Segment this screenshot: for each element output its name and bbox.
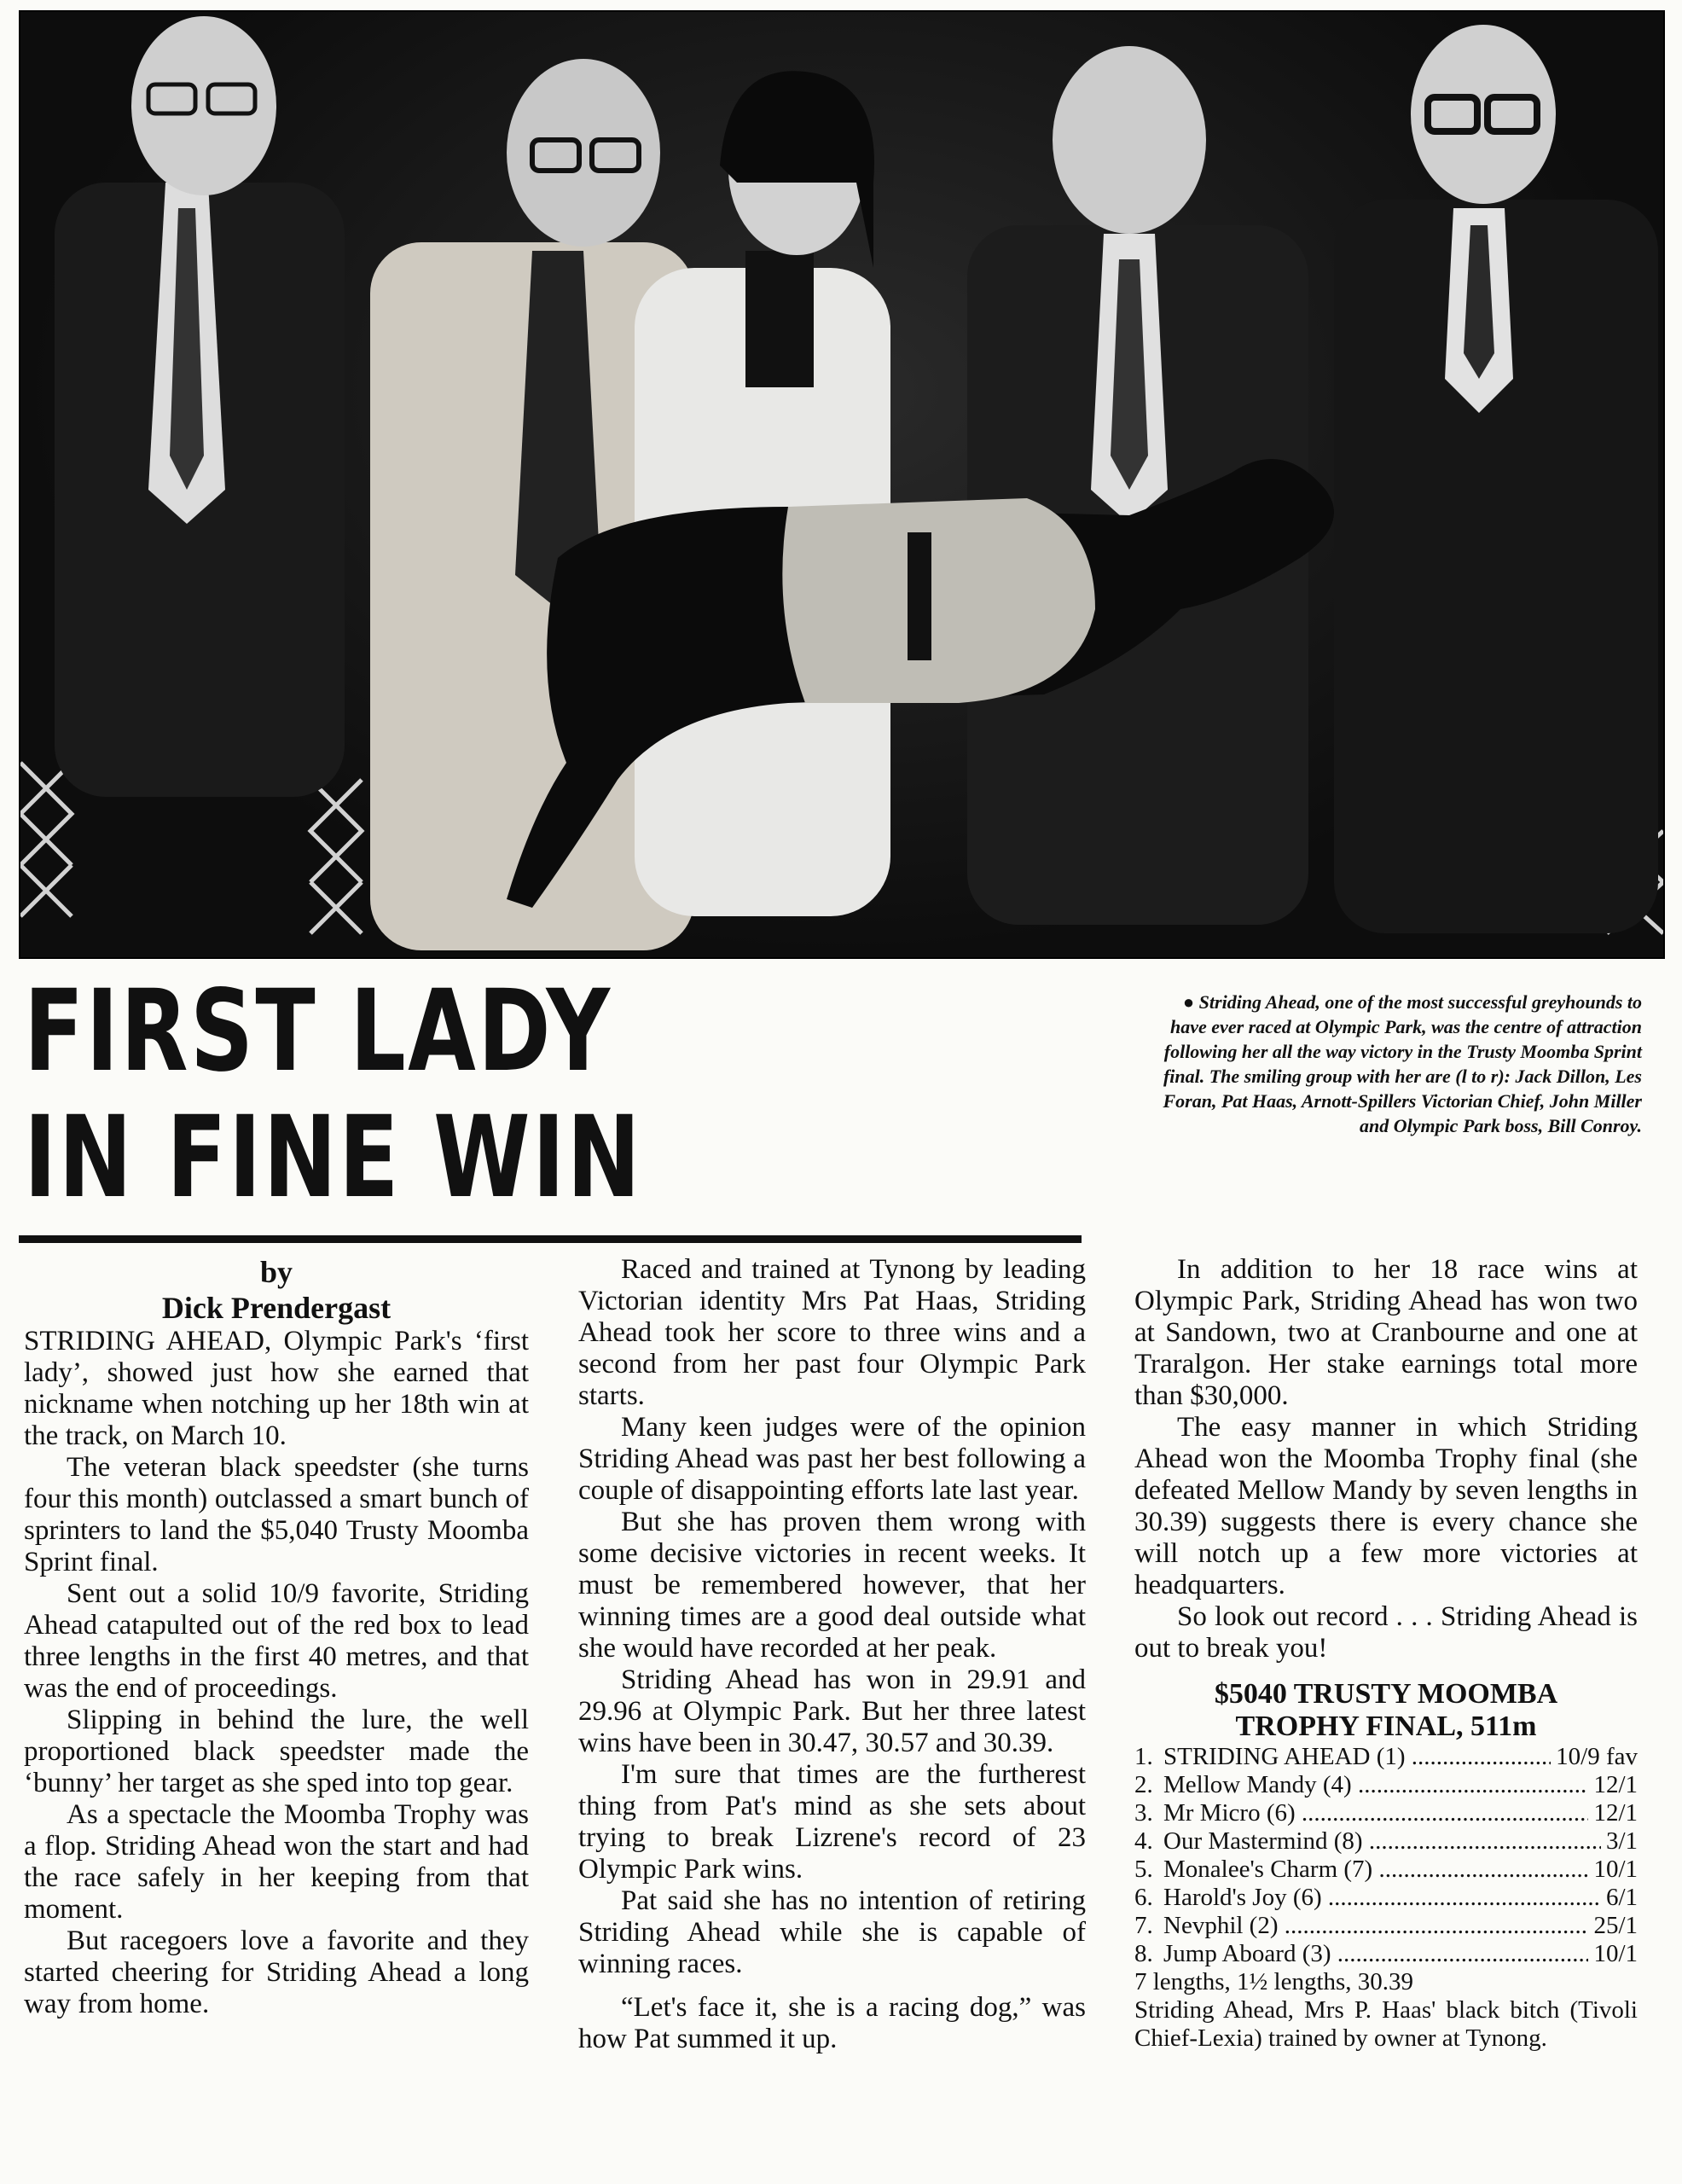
result-odds: 10/9 fav bbox=[1556, 1743, 1638, 1770]
news-photo bbox=[19, 10, 1665, 959]
result-odds: 10/1 bbox=[1593, 1856, 1638, 1883]
result-row bbox=[1134, 1827, 1638, 1856]
result-dog: Harold's Joy (6) ..... bbox=[1163, 1884, 1601, 1912]
paragraph: In addition to her 18 race wins at Olympic Park, Striding Ahead has won two at Sandown, two at Cranbourne and one at Traralgon. Her stake earnings total more than $30,000. bbox=[1134, 1254, 1638, 1411]
result-row bbox=[1134, 1743, 1638, 1771]
result-position: 4. bbox=[1134, 1827, 1153, 1855]
result-dog: Jump Aboard (3) ..... bbox=[1163, 1940, 1588, 1968]
result-odds: 12/1 bbox=[1593, 1799, 1638, 1827]
results-title-line-1: $5040 TRUSTY MOOMBA bbox=[1214, 1678, 1558, 1710]
result-dog: Mellow Mandy (4) ..... bbox=[1163, 1771, 1588, 1799]
result-dog: Mr Micro (6) ..... bbox=[1163, 1799, 1588, 1827]
article-column-3 bbox=[1134, 1254, 1638, 2053]
paragraph: Pat said she has no intention of retiring Striding Ahead while she is capable of winning races. bbox=[578, 1885, 1086, 1979]
photo-caption: ● Striding Ahead, one of the most successful greyhounds to have ever raced at Olympic Park, was the centre of attraction following her all the way victory in the Trusty Moomba Sprint final. The smiling group with her are (l to r): Jack Dillon, Les Foran, Pat Haas, Arnott-Spillers Victorian Chief, John Miller and Olympic Park boss, Bill Conroy. bbox=[1163, 991, 1642, 1136]
byline bbox=[24, 1254, 529, 1326]
photo-illustration bbox=[20, 12, 1663, 957]
result-position: 5. bbox=[1134, 1856, 1153, 1883]
result-odds: 12/1 bbox=[1593, 1771, 1638, 1798]
results-list bbox=[1134, 1743, 1638, 1968]
results-note: Striding Ahead, Mrs P. Haas' black bitch (Tivoli Chief-Lexia) trained by owner at Tynong. bbox=[1134, 1996, 1638, 2052]
result-position: 6. bbox=[1134, 1884, 1153, 1911]
article-column-2 bbox=[578, 1254, 1086, 2055]
paragraph: But racegoers love a favorite and they started cheering for Striding Ahead a long way from home. bbox=[24, 1926, 529, 2019]
paragraph: Striding Ahead has won in 29.91 and 29.96 at Olympic Park. But her three latest wins have been in 30.47, 30.57 and 30.39. bbox=[578, 1664, 1086, 1758]
paragraph: “Let's face it, she is a racing dog,” was how Pat summed it up. bbox=[578, 1992, 1086, 2054]
paragraph: STRIDING AHEAD, Olympic Park's ‘first lady’, showed just how she earned that nickname when notching up her 18th win at the track, on March 10. bbox=[24, 1326, 529, 1451]
headline bbox=[24, 968, 869, 1221]
paragraph: The easy manner in which Striding Ahead won the Moomba Trophy final (she defeated Mellow Mandy by seven lengths in 30.39) suggests there is every chance she will notch up a few more victories at headquarters. bbox=[1134, 1412, 1638, 1600]
paragraph: Many keen judges were of the opinion Striding Ahead was past her best following a couple of disappointing efforts late last year. bbox=[578, 1412, 1086, 1506]
result-odds: 6/1 bbox=[1605, 1884, 1638, 1911]
paragraph: Raced and trained at Tynong by leading Victorian identity Mrs Pat Haas, Striding Ahead took her score to three wins and a second from her past four Olympic Park starts. bbox=[578, 1254, 1086, 1411]
result-odds: 25/1 bbox=[1593, 1912, 1638, 1939]
paragraph: Sent out a solid 10/9 favorite, Striding Ahead catapulted out of the red box to lead three lengths in the first 40 metres, and that was the end of proceedings. bbox=[24, 1578, 529, 1704]
result-row bbox=[1134, 1912, 1638, 1940]
results-margins: 7 lengths, 1½ lengths, 30.39 bbox=[1134, 1968, 1414, 1995]
byline-author: Dick Prendergast bbox=[161, 1291, 392, 1325]
paragraph: As a spectacle the Moomba Trophy was a flop. Striding Ahead won the start and had the race safely in her keeping from that moment. bbox=[24, 1799, 529, 1925]
paragraph: I'm sure that times are the furtherest thing from Pat's mind as she sets about trying to break Lizrene's record of 23 Olympic Park wins. bbox=[578, 1759, 1086, 1885]
article-column-1 bbox=[24, 1254, 529, 2020]
paragraph: The veteran black speedster (she turns four this month) outclassed a smart bunch of sprinters to land the $5,040 Trusty Moomba Sprint final. bbox=[24, 1452, 529, 1577]
headline-line-1: FIRST LADY bbox=[24, 966, 612, 1097]
results-title-line-2: TROPHY FINAL, 511m bbox=[1235, 1711, 1537, 1742]
paragraph: So look out record . . . Striding Ahead is out to break you! bbox=[1134, 1601, 1638, 1664]
result-position: 3. bbox=[1134, 1799, 1153, 1827]
result-odds: 3/1 bbox=[1605, 1827, 1638, 1855]
result-row bbox=[1134, 1771, 1638, 1799]
paragraph: But she has proven them wrong with some decisive victories in recent weeks. It must be remembered however, that her winning times are a good deal outside what she would have recorded at her peak. bbox=[578, 1507, 1086, 1664]
headline-line-2: IN FINE WIN bbox=[24, 1092, 643, 1223]
result-dog: Nevphil (2) ..... bbox=[1163, 1912, 1588, 1940]
result-odds: 10/1 bbox=[1593, 1940, 1638, 1967]
result-position: 8. bbox=[1134, 1940, 1153, 1967]
result-dog: Our Mastermind (8) ..... bbox=[1163, 1827, 1601, 1856]
paragraph: Slipping in behind the lure, the well proportioned black speedster made the ‘bunny’ her target as she sped into top gear. bbox=[24, 1705, 529, 1798]
result-row bbox=[1134, 1940, 1638, 1968]
byline-by: by bbox=[259, 1255, 293, 1289]
result-row bbox=[1134, 1884, 1638, 1912]
result-dog: Monalee's Charm (7) ..... bbox=[1163, 1856, 1588, 1884]
result-row bbox=[1134, 1799, 1638, 1827]
result-dog: STRIDING AHEAD (1) ..... bbox=[1163, 1743, 1551, 1771]
result-position: 7. bbox=[1134, 1912, 1153, 1939]
headline-rule bbox=[19, 1235, 1082, 1243]
result-position: 1. bbox=[1134, 1743, 1153, 1770]
results-title bbox=[1134, 1678, 1638, 1743]
result-position: 2. bbox=[1134, 1771, 1153, 1798]
result-row bbox=[1134, 1856, 1638, 1884]
